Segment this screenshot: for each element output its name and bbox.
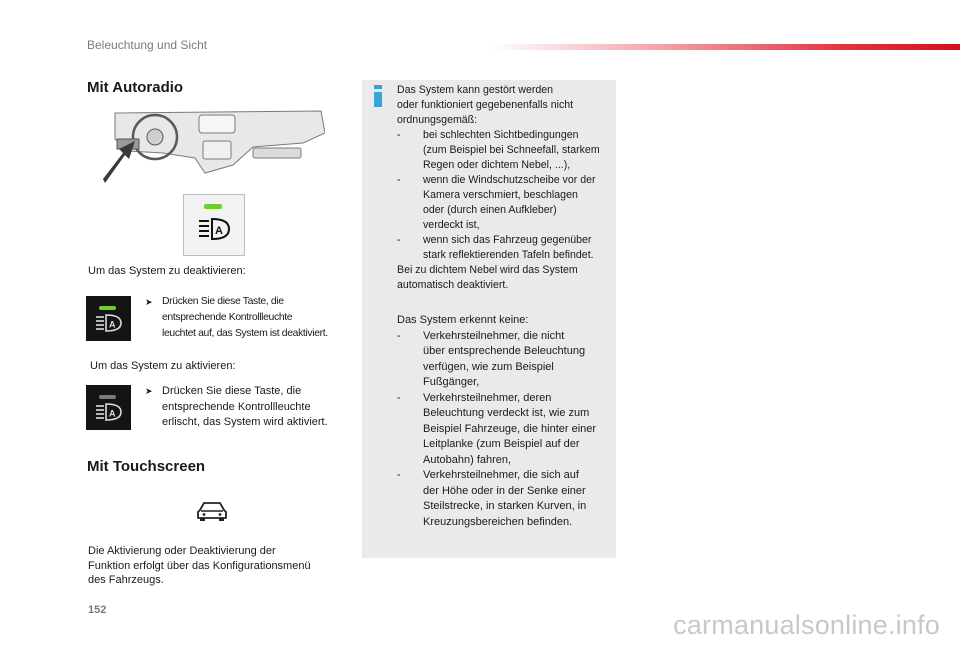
list-item (397, 233, 615, 263)
list-dash: - (397, 391, 401, 404)
info-intro-2: oder funktioniert gegebenenfalls nicht (397, 99, 574, 111)
header-title: Beleuchtung und Sicht (87, 38, 208, 52)
recognition-intro: Das System erkennt keine: (397, 314, 529, 326)
auto-beam-button-deactivate (86, 296, 131, 341)
info-outro-1: Bei zu dichtem Nebel wird das System (397, 264, 578, 276)
led-indicator (99, 395, 116, 399)
list-item (397, 128, 615, 173)
list-item (397, 468, 615, 530)
list-item-line: Beispiel Fahrzeuge, die hinter einer (423, 422, 597, 435)
list-item-line: wenn die Windschutzscheibe vor der (423, 174, 596, 186)
auto-high-beam-icon (95, 314, 123, 332)
deactivate-line-1: Drücken Sie diese Taste, die (162, 296, 284, 307)
list-item-line: (zum Beispiel bei Schneefall, starkem (423, 144, 600, 156)
info-icon (372, 85, 384, 107)
list-dash: - (397, 234, 401, 246)
activate-line-3: erlischt, das System wird aktiviert. (162, 416, 328, 428)
svg-text:A: A (109, 319, 116, 330)
list-item-line: über entsprechende Beleuchtung (423, 345, 586, 357)
activate-line-2: entsprechende Kontrollleuchte (162, 400, 311, 413)
list-item (397, 173, 615, 233)
led-on-indicator (204, 204, 222, 209)
car-icon (196, 500, 228, 522)
list-item-line: bei schlechten Sichtbedingungen (423, 129, 579, 141)
info-panel-text-1 (397, 83, 615, 293)
activate-line-1: Drücken Sie diese Taste, die (162, 385, 302, 397)
touch-line-2: Funktion erfolgt über das Konfigurationsmenü (88, 559, 311, 572)
info-intro-3: ordnungsgemäß: (397, 114, 478, 126)
auto-high-beam-icon (197, 217, 231, 241)
list-item-line: der Höhe oder in der Senke einer (423, 484, 586, 497)
deactivate-intro: Um das System zu deaktivieren: (88, 265, 246, 277)
auto-beam-button-activate (86, 385, 131, 430)
list-item (397, 391, 615, 469)
list-item-line: oder (durch einen Aufkleber) (423, 204, 557, 216)
list-item-line: Leitplanke (zum Beispiel auf der (423, 438, 580, 450)
svg-text:A: A (215, 225, 223, 237)
list-item (397, 329, 615, 391)
list-item-line: Kamera verschmiert, beschlagen (423, 189, 578, 201)
info-list-1 (397, 128, 615, 263)
list-item-line: Verkehrsteilnehmer, die nicht (423, 329, 565, 342)
list-item-line: wenn sich das Fahrzeug gegenüber (423, 234, 592, 246)
deactivate-line-2: entsprechende Kontrollleuchte (162, 312, 293, 323)
activate-instruction (145, 384, 328, 431)
list-dash: - (397, 129, 401, 141)
arrow-right-icon: ➤ (145, 297, 153, 307)
list-item-line: Steilstrecke, in starken Kurven, in (423, 500, 587, 512)
list-item-line: Verkehrsteilnehmer, die sich auf (423, 469, 579, 481)
list-item-line: Autobahn) fahren, (423, 453, 512, 466)
svg-text:A: A (109, 408, 116, 419)
deactivate-line-3: leuchtet auf, das System ist deaktiviert. (162, 328, 328, 339)
touch-description (88, 544, 311, 588)
list-dash: - (397, 329, 401, 342)
info-panel-text-2 (397, 313, 615, 530)
list-item-line: Regen oder dichtem Nebel, ...), (423, 159, 571, 171)
list-item-line: Beleuchtung verdeckt ist, wie zum (423, 407, 590, 419)
info-outro-2: automatisch deaktiviert. (397, 279, 509, 291)
led-indicator (99, 306, 116, 310)
list-item-line: verdeckt ist, (423, 219, 480, 231)
header-accent-bar (490, 44, 960, 50)
section-title-radio: Mit Autoradio (87, 79, 184, 96)
info-intro-1: Das System kann gestört werden (397, 84, 554, 96)
list-item-line: Verkehrsteilnehmer, deren (423, 391, 552, 404)
dashboard-illustration (103, 103, 325, 188)
list-item-line: stark reflektierenden Tafeln befindet. (423, 249, 594, 261)
section-title-touch: Mit Touchscreen (87, 458, 206, 475)
arrow-right-icon: ➤ (145, 386, 153, 396)
list-item-line: verfügen, wie zum Beispiel (423, 360, 554, 373)
list-item-line: Kreuzungsbereichen befinden. (423, 515, 573, 528)
page-number: 152 (88, 604, 107, 616)
deactivate-instruction (145, 294, 328, 342)
touch-line-3: des Fahrzeugs. (88, 574, 164, 586)
auto-high-beam-icon (95, 403, 123, 421)
info-list-2 (397, 329, 615, 531)
touch-line-1: Die Aktivierung oder Deaktivierung der (88, 545, 276, 557)
list-dash: - (397, 469, 401, 481)
watermark: carmanualsonline.info (673, 610, 940, 640)
activate-intro: Um das System zu aktivieren: (90, 360, 236, 372)
auto-beam-control-closeup (183, 194, 245, 256)
list-item-line: Fußgänger, (423, 376, 480, 388)
list-dash: - (397, 174, 401, 186)
